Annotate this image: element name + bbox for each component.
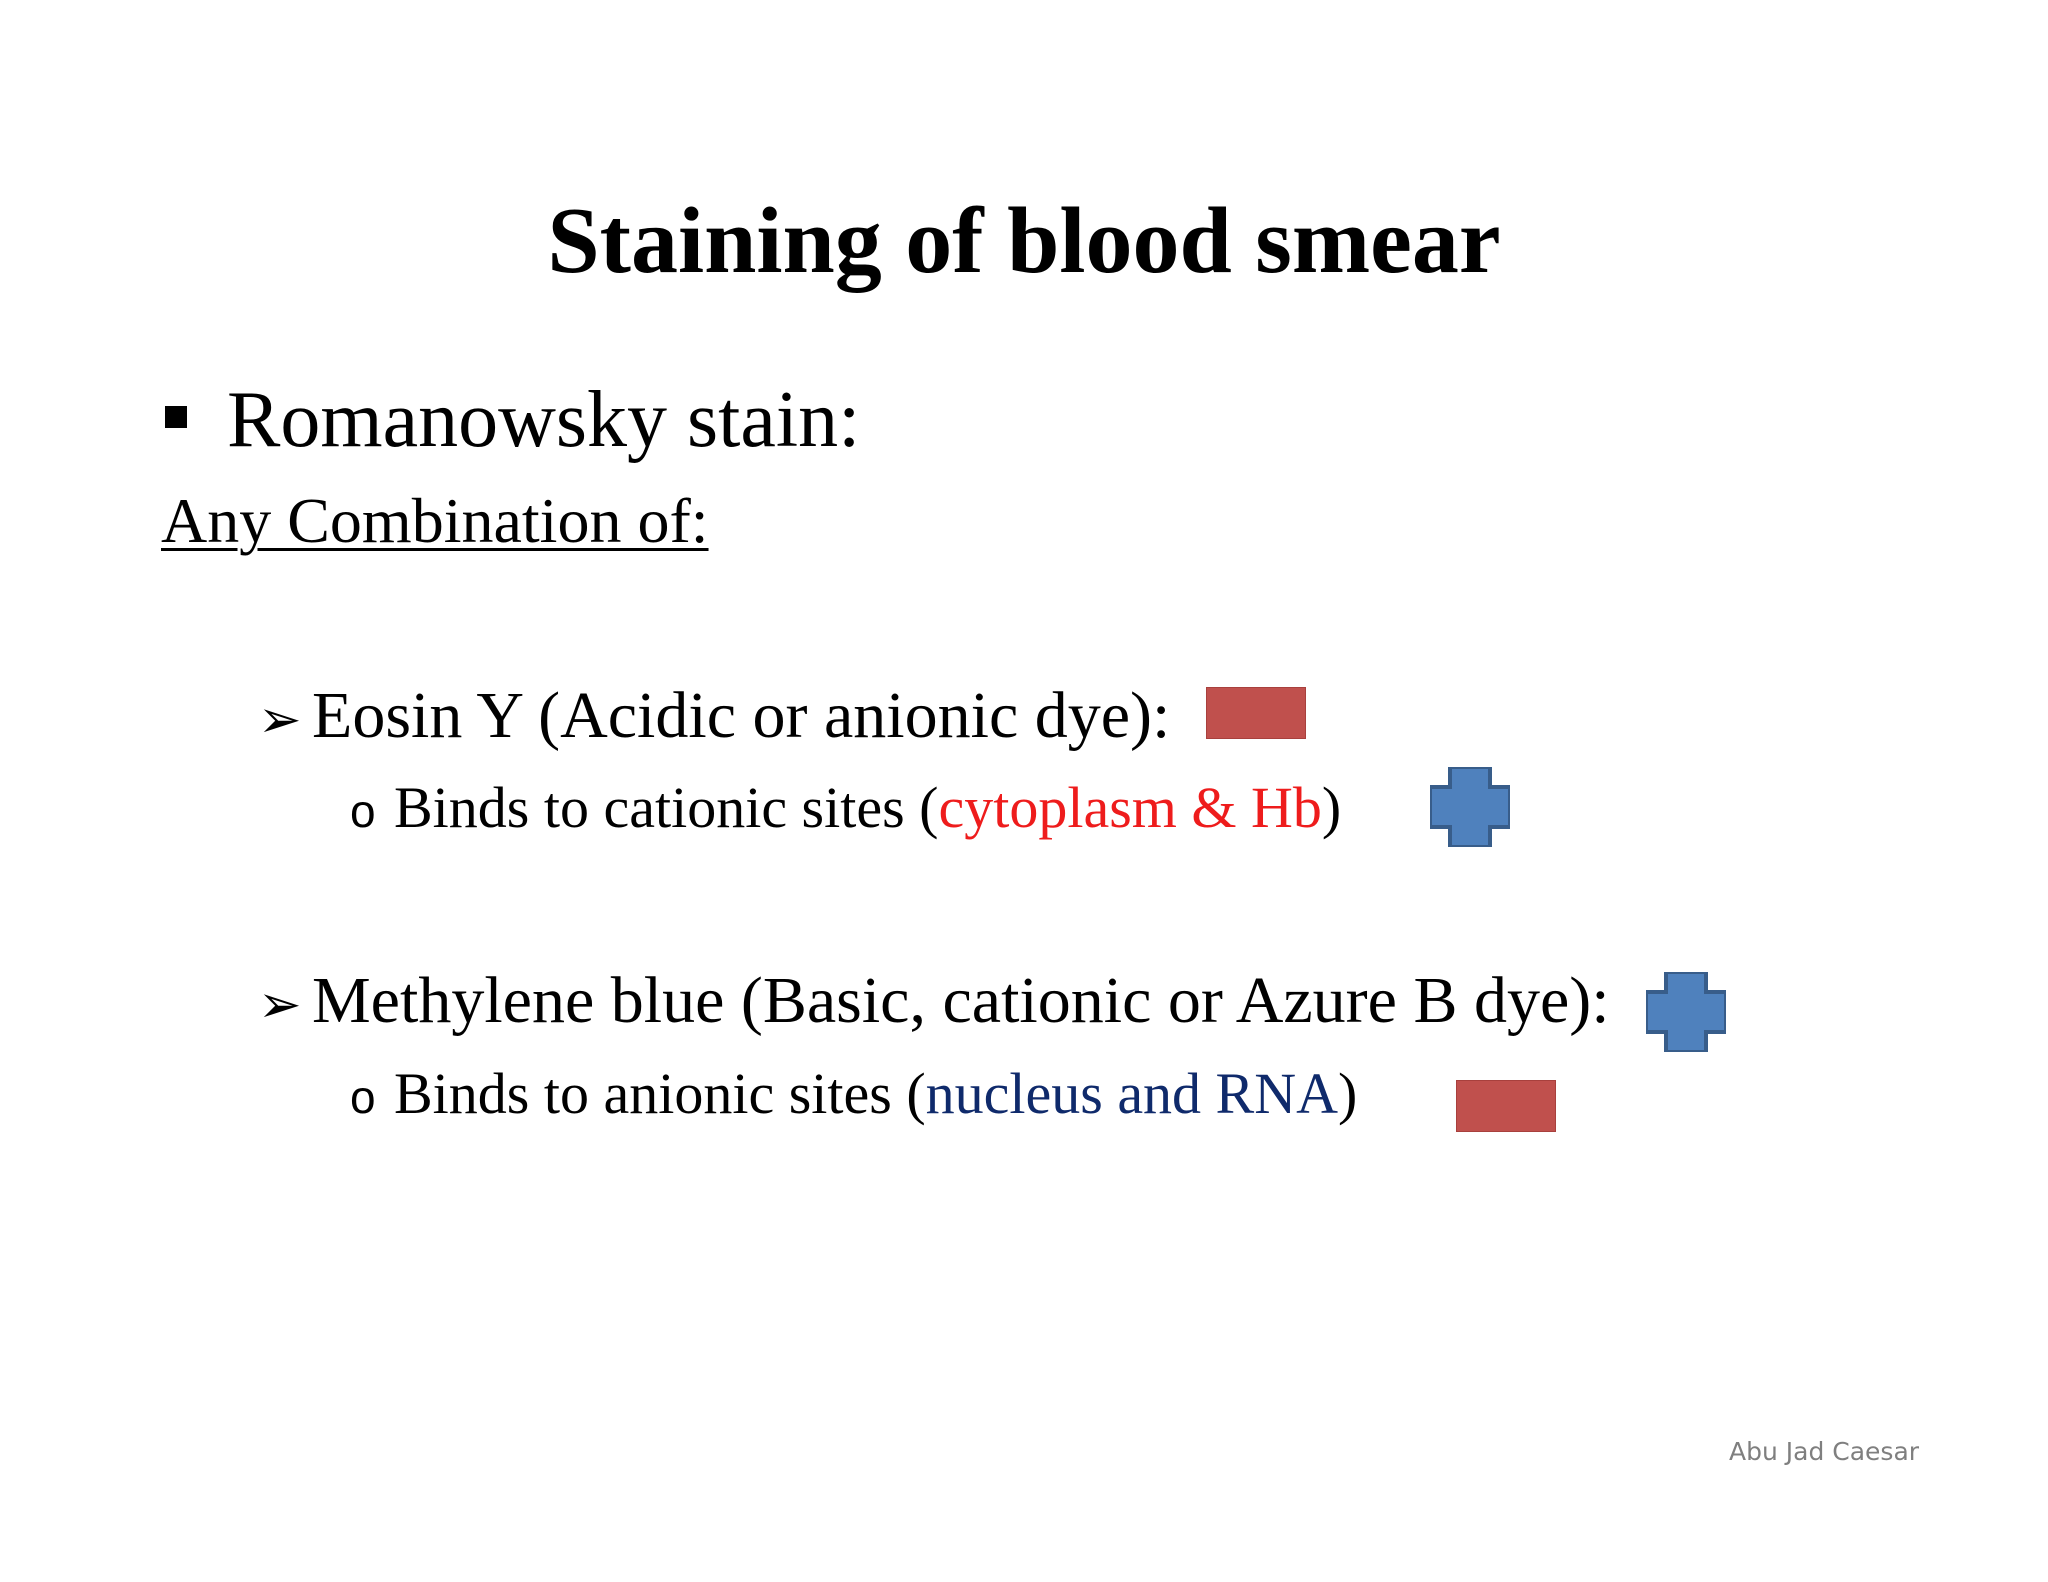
methylene-blue-sub-suffix: ) <box>1338 1061 1358 1126</box>
methylene-blue-subitem <box>350 1062 1357 1126</box>
eosin-sub-highlight: cytoplasm & Hb <box>938 775 1322 840</box>
main-bullet-text: Romanowsky stain: <box>227 376 861 464</box>
blue-cross-shape <box>1646 972 1726 1052</box>
list-item-methylene-blue <box>258 965 1610 1038</box>
eosin-sub-prefix: Binds to cationic sites ( <box>394 775 939 840</box>
red-rectangle-shape <box>1456 1080 1556 1132</box>
slide-title: Staining of blood smear <box>547 189 1501 293</box>
methylene-blue-sub-highlight: nucleus and RNA <box>925 1061 1339 1126</box>
arrow-bullet-icon: ➢ <box>258 690 302 750</box>
eosin-subitem <box>350 776 1341 840</box>
eosin-label: Eosin Y (Acidic or anionic dye): <box>312 679 1171 752</box>
methylene-blue-label: Methylene blue (Basic, cationic or Azure B dye): <box>312 964 1610 1037</box>
footer-credit: Abu Jad Caesar <box>1729 1437 1920 1466</box>
eosin-sub-suffix: ) <box>1321 775 1342 840</box>
red-rectangle-shape <box>1206 687 1306 739</box>
arrow-bullet-icon: ➢ <box>258 975 302 1035</box>
list-item-eosin <box>258 680 1170 753</box>
methylene-blue-sub-prefix: Binds to anionic sites ( <box>394 1061 926 1126</box>
circle-bullet-icon: o <box>350 1071 376 1123</box>
circle-bullet-icon: o <box>350 785 376 837</box>
subheading: Any Combination of: <box>161 485 709 556</box>
square-bullet-icon <box>165 406 187 428</box>
blue-cross-shape <box>1430 767 1510 847</box>
